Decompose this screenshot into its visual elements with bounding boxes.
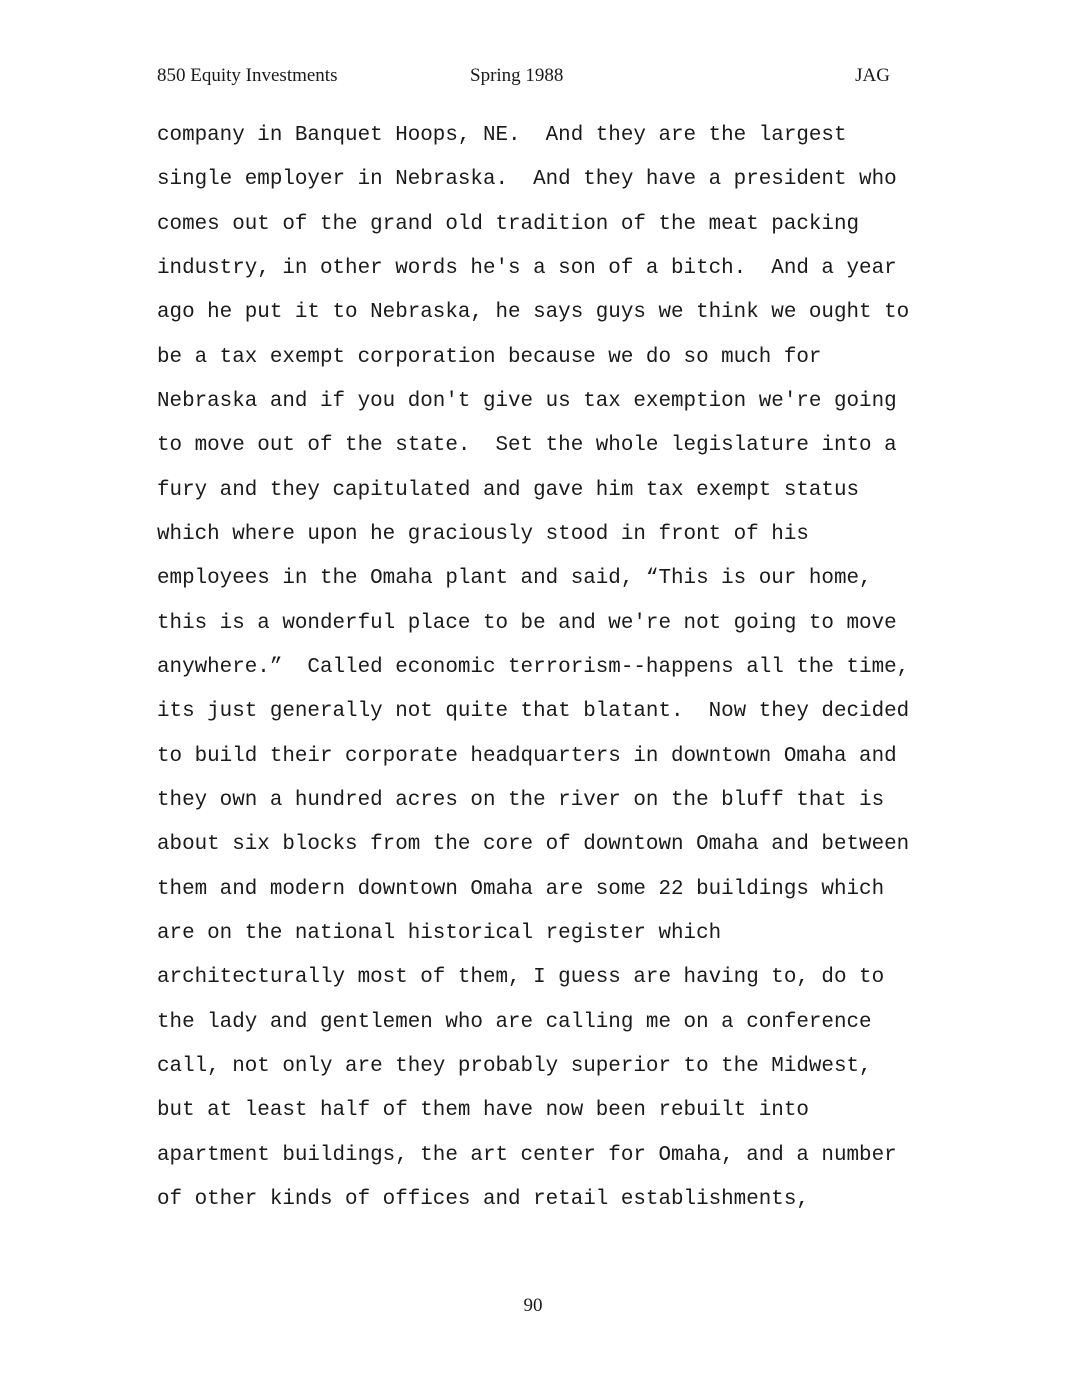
text-line: company in Banquet Hoops, NE. And they are the largest	[157, 124, 847, 147]
page-header	[157, 62, 890, 90]
text-line: ago he put it to Nebraska, he says guys we think we ought to	[157, 301, 910, 325]
text-line: are on the national historical register which	[157, 921, 722, 945]
text-line: comes out of the grand old tradition of the meat packing	[157, 212, 860, 236]
text-line: about six blocks from the core of downtown Omaha and between	[157, 833, 910, 857]
text-line: architecturally most of them, I guess are having to, do to	[157, 966, 885, 990]
text-line: be a tax exempt corporation because we do so much for	[157, 345, 822, 369]
text-line: call, not only are they probably superior to the Midwest,	[157, 1054, 872, 1078]
text-line: of other kinds of offices and retail establishments,	[157, 1187, 809, 1211]
text-line: the lady and gentlemen who are calling me on a conference	[157, 1010, 872, 1034]
text-line: employees in the Omaha plant and said, “This is our home,	[157, 567, 872, 591]
text-line: fury and they capitulated and gave him tax exempt status	[157, 478, 860, 502]
text-line: they own a hundred acres on the river on the bluff that is	[157, 788, 885, 812]
text-line: to build their corporate headquarters in downtown Omaha and	[157, 744, 897, 768]
text-line: to move out of the state. Set the whole legislature into a	[157, 434, 897, 458]
header-initials: JAG	[855, 65, 890, 86]
text-line: industry, in other words he's a son of a bitch. And a year	[157, 256, 897, 280]
text-line: which where upon he graciously stood in front of his	[157, 522, 809, 546]
text-line: apartment buildings, the art center for Omaha, and a number	[157, 1143, 897, 1167]
header-course-title: 850 Equity Investments	[157, 65, 338, 86]
text-line: Nebraska and if you don't give us tax exemption we're going	[157, 389, 897, 413]
text-line: this is a wonderful place to be and we're not going to move	[157, 611, 897, 635]
text-line: its just generally not quite that blatant. Now they decided	[157, 700, 910, 724]
text-line: them and modern downtown Omaha are some 22 buildings which	[157, 877, 885, 901]
text-line: single employer in Nebraska. And they have a president who	[157, 168, 897, 192]
header-term: Spring 1988	[470, 65, 564, 86]
text-line: anywhere.” Called economic terrorism--happens all the time,	[157, 655, 910, 679]
text-line: but at least half of them have now been rebuilt into	[157, 1099, 809, 1123]
transcript-body	[157, 114, 937, 1222]
page-number: 90	[523, 1295, 543, 1316]
